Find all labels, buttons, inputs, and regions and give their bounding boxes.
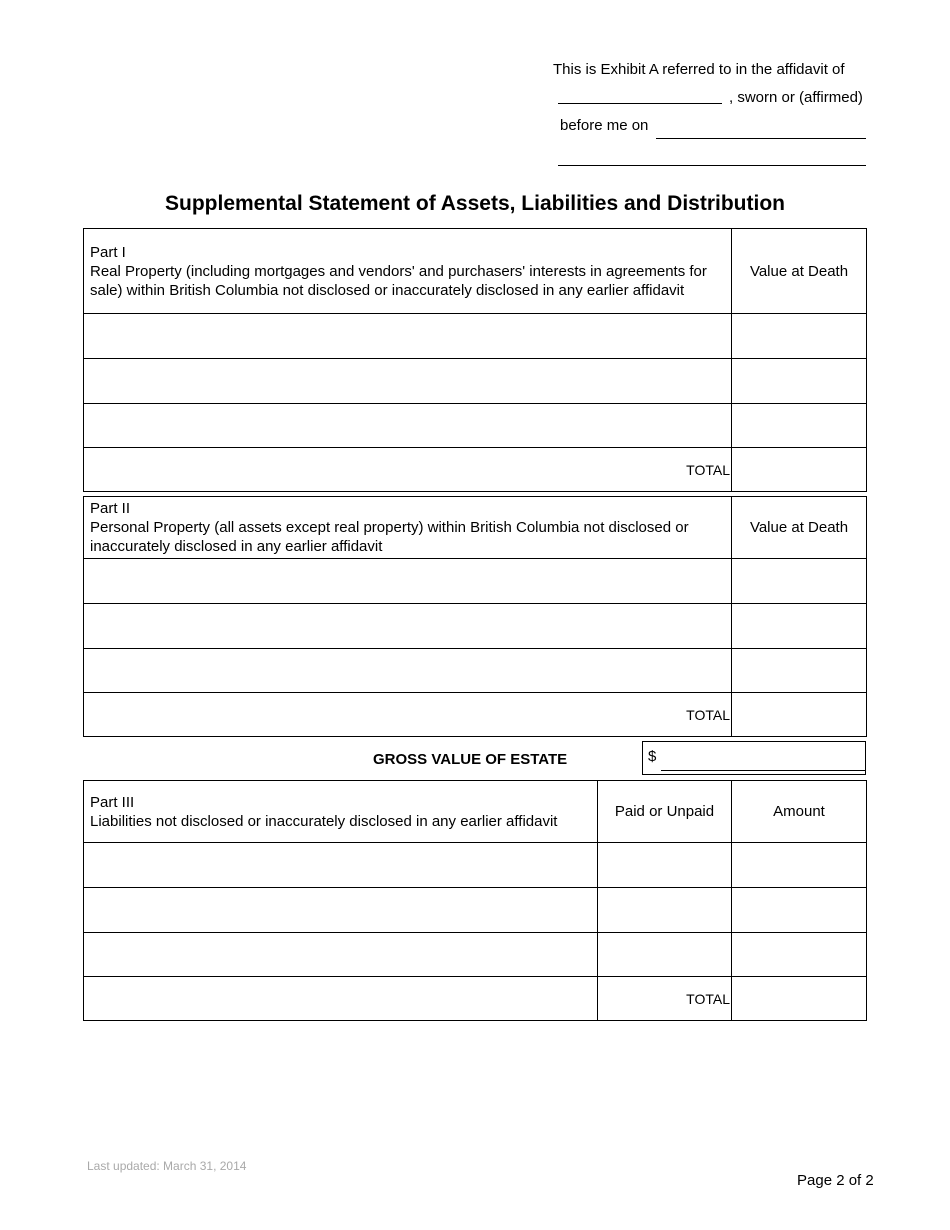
part3-amount-header: Amount [732, 781, 867, 843]
page-number: Page 2 of 2 [797, 1172, 874, 1189]
deponent-name-field[interactable] [558, 103, 722, 104]
sworn-affirmed-text: , sworn or (affirmed) [729, 89, 863, 106]
table-row [84, 843, 867, 888]
part2-header-row [84, 497, 867, 559]
part1-description-field[interactable] [84, 404, 732, 448]
part3-amount-field[interactable] [732, 843, 867, 888]
last-updated-text: Last updated: March 31, 2014 [87, 1159, 247, 1173]
part3-description: Liabilities not disclosed or inaccurately disclosed in any earlier affidavit [90, 812, 558, 830]
part1-value-field[interactable] [732, 314, 867, 359]
table-row [84, 933, 867, 977]
sworn-date-field[interactable] [656, 138, 866, 139]
part3-total-label: TOTAL [598, 977, 732, 1021]
part3-amount-field[interactable] [732, 888, 867, 933]
part2-description-field[interactable] [84, 649, 732, 693]
part1-table [83, 228, 867, 492]
table-row [84, 404, 867, 448]
part3-paid-field[interactable] [598, 888, 732, 933]
part1-header-cell [84, 229, 732, 314]
part1-value-field[interactable] [732, 404, 867, 448]
part3-header-row [84, 781, 867, 843]
gross-value-field[interactable] [642, 741, 866, 775]
part3-paid-header: Paid or Unpaid [598, 781, 732, 843]
part1-value-field[interactable] [732, 359, 867, 404]
table-row [84, 314, 867, 359]
part1-total-label: TOTAL [84, 448, 732, 492]
part2-header-cell [84, 497, 732, 559]
part3-description-field[interactable] [84, 843, 598, 888]
part3-table [83, 780, 867, 1021]
table-row [84, 604, 867, 649]
part2-total-field[interactable] [732, 693, 867, 737]
table-row [84, 888, 867, 933]
part1-total-field[interactable] [732, 448, 867, 492]
gross-value-label: GROSS VALUE OF ESTATE [373, 751, 568, 768]
part3-amount-field[interactable] [732, 933, 867, 977]
part2-description-field[interactable] [84, 604, 732, 649]
part3-paid-field[interactable] [598, 843, 732, 888]
part3-paid-field[interactable] [598, 933, 732, 977]
currency-symbol: $ [648, 748, 657, 765]
part1-total-row [84, 448, 867, 492]
part2-heading: Part II [90, 500, 131, 517]
part2-value-field[interactable] [732, 604, 867, 649]
part2-table [83, 496, 867, 737]
part2-total-row [84, 693, 867, 737]
table-row [84, 359, 867, 404]
part3-description-field[interactable] [84, 933, 598, 977]
gross-value-line [661, 770, 865, 771]
part1-description-field[interactable] [84, 359, 732, 404]
part3-total-blank [84, 977, 598, 1021]
part1-heading: Part I [90, 243, 126, 261]
part3-total-field[interactable] [732, 977, 867, 1021]
exhibit-reference-text: This is Exhibit A referred to in the affidavit of [553, 61, 845, 78]
commissioner-signature-field[interactable] [558, 165, 866, 166]
part1-value-header: Value at Death [732, 229, 867, 314]
part3-total-row [84, 977, 867, 1021]
part3-header-cell [84, 781, 598, 843]
part2-total-label: TOTAL [84, 693, 732, 737]
page-title: Supplemental Statement of Assets, Liabilities and Distribution [165, 192, 785, 215]
part2-value-field[interactable] [732, 559, 867, 604]
part2-value-field[interactable] [732, 649, 867, 693]
part1-description-field[interactable] [84, 314, 732, 359]
table-row [84, 649, 867, 693]
before-me-on-text: before me on [560, 117, 649, 134]
part3-description-field[interactable] [84, 888, 598, 933]
part3-heading: Part III [90, 793, 135, 811]
part2-value-header: Value at Death [732, 497, 867, 559]
part1-header-row [84, 229, 867, 314]
part2-description: Personal Property (all assets except real property) within British Columbia not disclosed or inaccurately disclosed in any earlier affidavit [90, 519, 689, 555]
part2-description-field[interactable] [84, 559, 732, 604]
part1-description: Real Property (including mortgages and vendors' and purchasers' interests in agreements for sale) within British Columbia not disclosed or inaccurately disclosed in any earlier affidavit [90, 262, 707, 299]
table-row [84, 559, 867, 604]
